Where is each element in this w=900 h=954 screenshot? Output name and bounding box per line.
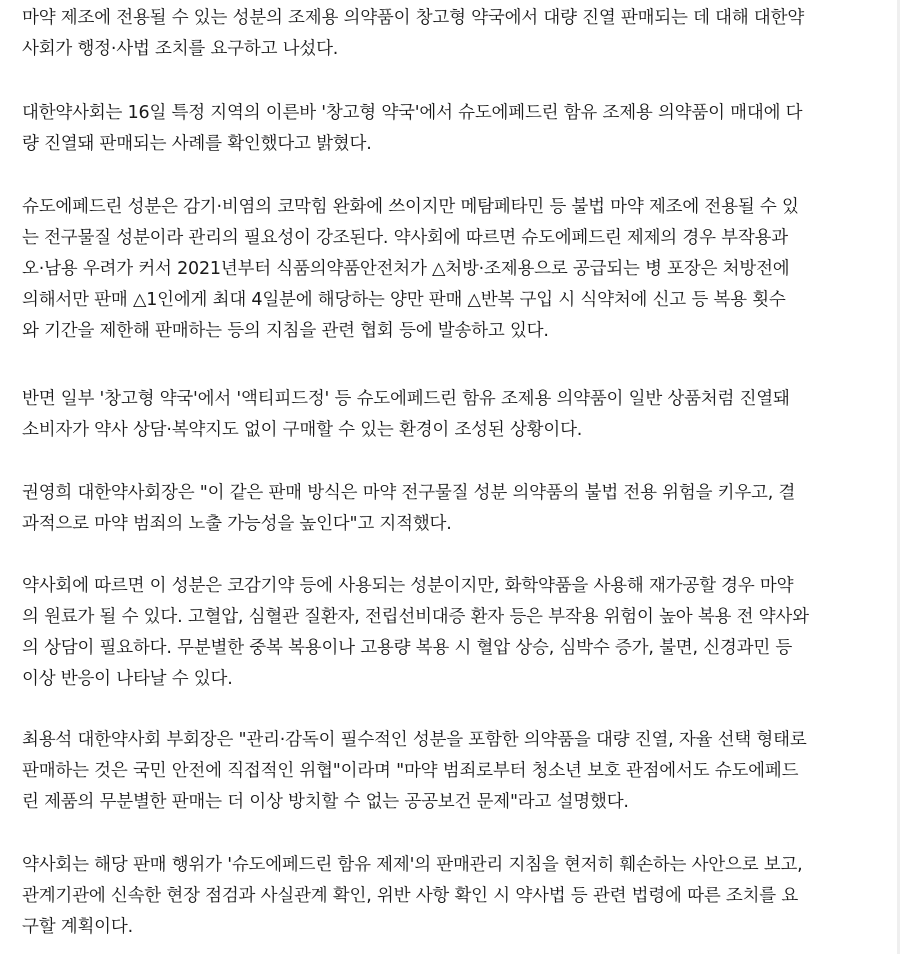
text-line: 의해서만 판매 △1인에게 최대 4일분에 해당하는 양만 판매 △반복 구입 시 식약처에 신고 등 복용 횟수 xyxy=(22,290,786,310)
paragraph-announcement xyxy=(22,98,802,160)
text-line: 의 상담이 필요하다. 무분별한 중복 복용이나 고용량 복용 시 혈압 상승, 심박수 증가, 불면, 신경과민 등 xyxy=(22,638,793,658)
text-line: 린 제품의 무분별한 판매는 더 이상 방치할 수 없는 공공보건 문제"라고 설명했다. xyxy=(22,792,629,812)
text-line: 약사회는 해당 판매 행위가 '슈도에페드린 함유 제제'의 판매관리 지침을 현저히 훼손하는 사안으로 보고, xyxy=(22,855,803,875)
paragraph-president-quote xyxy=(22,478,795,540)
text-line: 마약 제조에 전용될 수 있는 성분의 조제용 의약품이 창고형 약국에서 대량 진열 판매되는 데 대해 대한약 xyxy=(22,8,805,28)
text-line: 소비자가 약사 상담·복약지도 없이 구매할 수 있는 환경이 조성된 상황이다. xyxy=(22,420,583,440)
text-line: 관계기관에 신속한 현장 점검과 사실관계 확인, 위반 사항 확인 시 약사법 등 관련 법령에 따른 조치를 요 xyxy=(22,886,799,906)
text-line: 는 전구물질 성분이라 관리의 필요성이 강조된다. 약사회에 따르면 슈도에페드린 제제의 경우 부작용과 xyxy=(22,228,788,248)
text-line: 권영희 대한약사회장은 "이 같은 판매 방식은 마약 전구물질 성분 의약품의 불법 전용 위험을 키우고, 결 xyxy=(22,483,796,503)
paragraph-background xyxy=(22,192,799,347)
paragraph-conclusion xyxy=(22,850,803,943)
text-line: 대한약사회는 16일 특정 지역의 이른바 '창고형 약국'에서 슈도에페드린 함유 조제용 의약품이 매대에 다 xyxy=(22,103,803,123)
text-line: 약사회에 따르면 이 성분은 코감기약 등에 사용되는 성분이지만, 화학약품을 사용해 재가공할 경우 마약 xyxy=(22,576,794,596)
text-line: 사회가 행정·사법 조치를 요구하고 나섰다. xyxy=(22,39,339,59)
text-line: 량 진열돼 판매되는 사례를 확인했다고 밝혔다. xyxy=(22,134,372,154)
text-line: 과적으로 마약 범죄의 노출 가능성을 높인다"고 지적했다. xyxy=(22,514,452,534)
text-line: 슈도에페드린 성분은 감기·비염의 코막힘 완화에 쓰이지만 메탐페타민 등 불법 마약 제조에 전용될 수 있 xyxy=(22,197,799,217)
text-line: 판매하는 것은 국민 안전에 직접적인 위협"이라며 "마약 범죄로부터 청소년 보호 관점에서도 슈도에페드 xyxy=(22,761,799,781)
text-line: 이상 반응이 나타날 수 있다. xyxy=(22,669,233,689)
text-line: 오·남용 우려가 커서 2021년부터 식품의약품안전처가 △처방·조제용으로 공급되는 병 포장은 처방전에 xyxy=(22,259,790,279)
paragraph-lead xyxy=(22,3,804,65)
text-line: 최용석 대한약사회 부회장은 "관리·감독이 필수적인 성분을 포함한 의약품을 대량 진열, 자율 선택 형태로 xyxy=(22,730,807,750)
text-line: 반면 일부 '창고형 약국'에서 '액티피드정' 등 슈도에페드린 함유 조제용 의약품이 일반 상품처럼 진열돼 xyxy=(22,389,790,409)
paragraph-situation xyxy=(22,384,790,446)
text-line: 구할 계획이다. xyxy=(22,917,133,937)
paragraph-risk-details xyxy=(22,571,809,695)
text-line: 의 원료가 될 수 있다. 고혈압, 심혈관 질환자, 전립선비대증 환자 등은 부작용 위험이 높아 복용 전 약사와 xyxy=(22,607,809,627)
paragraph-vice-president-quote xyxy=(22,725,807,818)
text-line: 와 기간을 제한해 판매하는 등의 지침을 관련 협회 등에 발송하고 있다. xyxy=(22,321,549,341)
